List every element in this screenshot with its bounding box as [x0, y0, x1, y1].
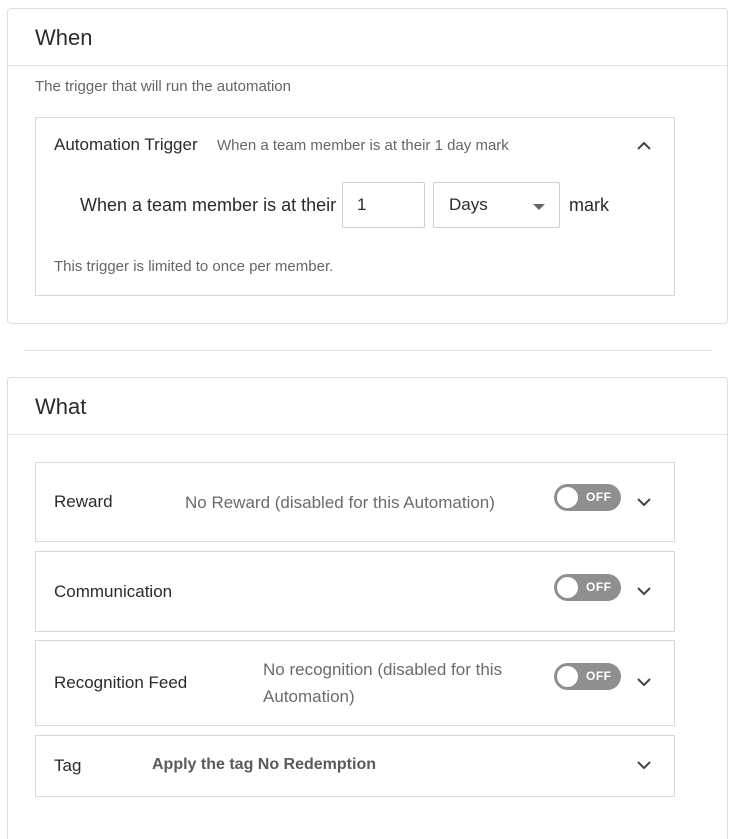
what-section-title: What [8, 378, 727, 435]
reward-row[interactable] [35, 462, 675, 542]
recognition-feed-row-description-line2: Automation) [263, 687, 355, 706]
tag-row-title: Tag [54, 756, 82, 775]
recognition-feed-toggle[interactable] [554, 663, 621, 690]
when-section-title: When [8, 9, 727, 66]
trigger-amount-input[interactable] [342, 182, 425, 228]
reward-row-title: Reward [54, 492, 113, 511]
trigger-limit-text: This trigger is limited to once per member. [54, 258, 334, 275]
recognition-feed-row-description-line1: No recognition (disabled for this [263, 660, 503, 679]
recognition-feed-row-title: Recognition Feed [54, 673, 188, 692]
automation-trigger-panel [35, 117, 675, 296]
reward-row-description: No Reward (disabled for this Automation) [185, 493, 495, 512]
when-section [7, 8, 728, 324]
trigger-unit-select[interactable] [433, 182, 560, 228]
trigger-unit-value: Days [449, 195, 488, 214]
chevron-down-icon[interactable] [636, 494, 652, 510]
tag-row[interactable] [35, 735, 675, 797]
reward-toggle[interactable] [554, 484, 621, 511]
tag-row-description: Apply the tag No Redemption [152, 756, 376, 773]
communication-row[interactable] [35, 551, 675, 632]
chevron-down-icon[interactable] [636, 583, 652, 599]
communication-row-title: Communication [54, 582, 173, 601]
chevron-down-icon[interactable] [636, 757, 652, 773]
trigger-mark-label: mark [569, 195, 609, 215]
toggle-knob [557, 487, 578, 508]
automation-trigger-summary: When a team member is at their 1 day mark [217, 137, 509, 154]
caret-down-icon [533, 204, 545, 210]
chevron-up-icon[interactable] [636, 138, 652, 154]
when-help-text: The trigger that will run the automation [35, 78, 291, 95]
what-section [7, 377, 728, 839]
recognition-feed-row[interactable] [35, 640, 675, 726]
toggle-knob [557, 666, 578, 687]
chevron-down-icon[interactable] [636, 674, 652, 690]
section-divider [24, 350, 712, 351]
toggle-state-label: OFF [586, 580, 612, 594]
automation-trigger-title[interactable]: Automation Trigger [54, 135, 198, 154]
toggle-state-label: OFF [586, 669, 612, 683]
toggle-knob [557, 577, 578, 598]
communication-toggle[interactable] [554, 574, 621, 601]
toggle-state-label: OFF [586, 490, 612, 504]
trigger-condition-label: When a team member is at their [80, 195, 337, 215]
